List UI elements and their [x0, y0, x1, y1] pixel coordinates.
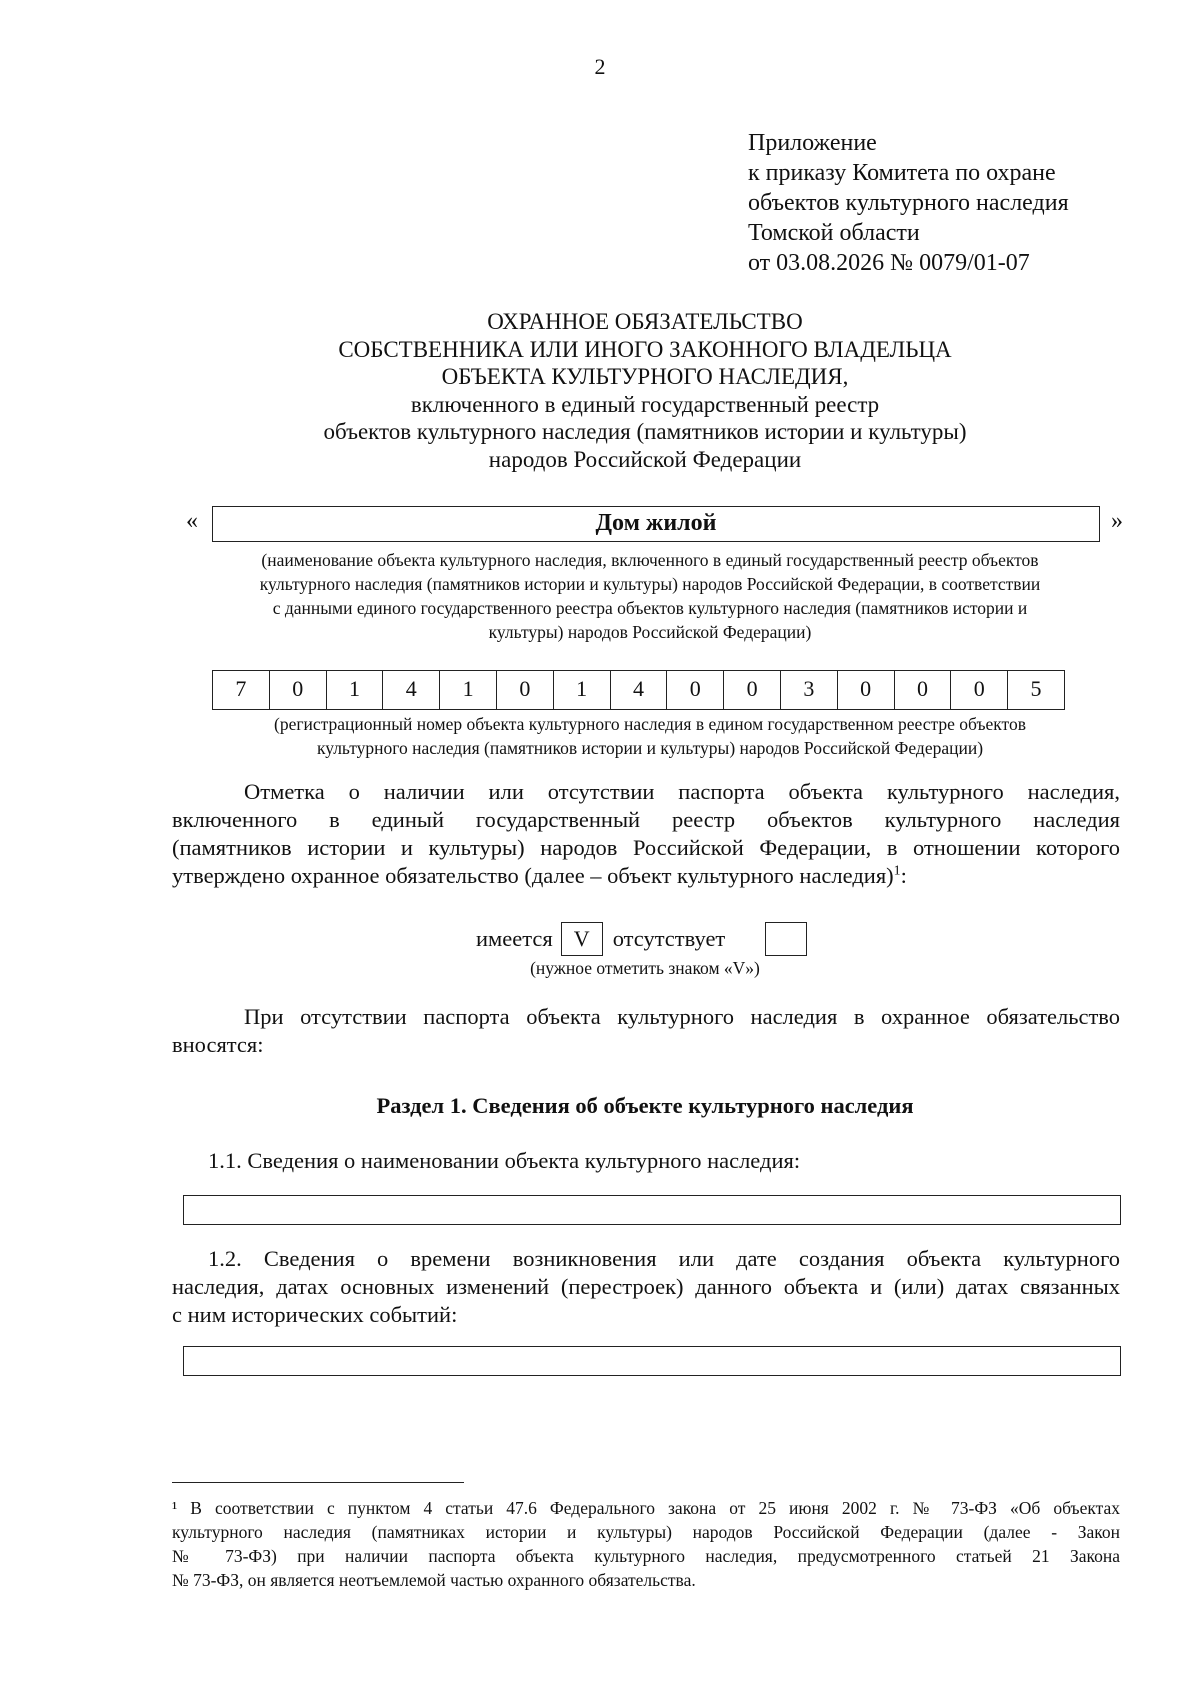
absence-paragraph	[172, 1003, 1120, 1059]
item-1-2-field[interactable]	[183, 1346, 1121, 1376]
passport-note-paragraph	[172, 778, 1120, 890]
footnote	[172, 1496, 1120, 1592]
presence-note: (нужное отметить знаком «V»)	[530, 958, 760, 978]
caption-line: культурного наследия (памятников истории и культуры) народов Российской Федерации, в соответствии	[259, 574, 1041, 594]
paragraph-line: (памятников истории и культуры) народов Российской Федерации, в отношении которого	[172, 835, 1120, 860]
registration-digit-cell[interactable]: 3	[781, 671, 838, 709]
registration-digit-cell[interactable]: 4	[383, 671, 440, 709]
paragraph-line	[172, 862, 1120, 890]
footnote-line: ¹ В соответствии с пунктом 4 статьи 47.6 Федерального закона от 25 июня 2002 г. № 73-ФЗ «Об объектах	[172, 1498, 1120, 1518]
caption-line: культурного наследия (памятников истории и культуры) народов Российской Федерации)	[316, 738, 984, 758]
paragraph-line: наследия, датах основных изменений (перестроек) данного объекта и (или) датах связанных	[172, 1274, 1120, 1299]
registration-digit-cell[interactable]: 1	[554, 671, 611, 709]
registration-digit-cell[interactable]: 0	[895, 671, 952, 709]
paragraph-line: вносятся:	[172, 1032, 264, 1057]
registration-digit-cell[interactable]: 0	[724, 671, 781, 709]
registration-digit-cell[interactable]: 4	[611, 671, 668, 709]
item-1-1-field[interactable]	[183, 1195, 1121, 1225]
appendix-header	[748, 128, 1069, 278]
passport-presence-row	[476, 922, 807, 956]
paragraph-line: включенного в единый государственный реестр объектов культурного наследия	[172, 807, 1120, 832]
paragraph-line: Отметка о наличии или отсутствии паспорта объекта культурного наследия,	[244, 779, 1120, 804]
registration-digit-cell[interactable]: 0	[667, 671, 724, 709]
document-title	[160, 308, 1130, 473]
appendix-line: Приложение	[748, 130, 877, 156]
registration-number-grid	[212, 670, 1065, 710]
registration-digit-cell[interactable]: 0	[270, 671, 327, 709]
title-line: включенного в единый государственный реестр	[410, 391, 880, 417]
item-1-1-text: 1.1. Сведения о наименовании объекта культурного наследия:	[208, 1148, 801, 1173]
caption-line: культуры) народов Российской Федерации)	[488, 622, 812, 642]
title-line: ОБЪЕКТА КУЛЬТУРНОГО НАСЛЕДИЯ,	[441, 364, 849, 389]
open-quote: «	[186, 508, 198, 534]
footnote-line: культурного наследия (памятниках истории и культуры) народов Российской Федерации (далее - Закон	[172, 1522, 1120, 1542]
paragraph-line: 1.2. Сведения о времени возникновения или дате создания объекта культурного	[208, 1246, 1120, 1271]
caption-line: (наименование объекта культурного наследия, включенного в единый государственный реестр объектов	[261, 550, 1039, 570]
close-quote: »	[1111, 508, 1123, 534]
section-1-heading: Раздел 1. Сведения об объекте культурного наследия	[376, 1093, 914, 1118]
title-line: СОБСТВЕННИКА ИЛИ ИНОГО ЗАКОННОГО ВЛАДЕЛЬЦА	[338, 336, 952, 362]
paragraph-line: При отсутствии паспорта объекта культурного наследия в охранное обязательство	[244, 1004, 1120, 1029]
footnote-line: № 73-ФЗ) при наличии паспорта объекта культурного наследия, предусмотренного статьей 21 Закона	[172, 1546, 1120, 1566]
present-checkbox[interactable]: V	[561, 922, 603, 956]
object-name-caption	[200, 548, 1100, 644]
caption-line: с данными единого государственного реестра объектов культурного наследия (памятников истории и	[272, 598, 1028, 618]
paragraph-line-text: утверждено охранное обязательство (далее – объект культурного наследия)	[172, 863, 894, 888]
page-number: 2	[594, 54, 606, 79]
caption-line: (регистрационный номер объекта культурного наследия в едином государственном реестре объектов	[274, 714, 1026, 734]
registration-digit-cell[interactable]: 5	[1008, 671, 1065, 709]
title-line: народов Российской Федерации	[488, 446, 802, 472]
item-1-2	[172, 1245, 1120, 1329]
appendix-line: к приказу Комитета по охране	[748, 160, 1056, 186]
registration-digit-cell[interactable]: 0	[838, 671, 895, 709]
absent-label: отсутствует	[612, 926, 726, 951]
object-name-field[interactable]: Дом жилой	[212, 506, 1100, 542]
footnote-reference[interactable]: 1	[893, 863, 901, 879]
absent-checkbox[interactable]	[765, 922, 807, 956]
present-label: имеется	[476, 926, 553, 951]
footnote-line: № 73-ФЗ, он является неотъемлемой частью охранного обязательства.	[172, 1570, 696, 1590]
registration-digit-cell[interactable]: 7	[213, 671, 270, 709]
appendix-line: от 03.08.2026 № 0079/01-07	[748, 250, 1030, 276]
item-1-1	[172, 1147, 1120, 1175]
registration-number-caption	[200, 712, 1100, 760]
title-line: объектов культурного наследия (памятников истории и культуры)	[323, 419, 967, 444]
paragraph-line: с ним исторических событий:	[172, 1302, 458, 1327]
registration-digit-cell[interactable]: 1	[327, 671, 384, 709]
registration-digit-cell[interactable]: 0	[951, 671, 1008, 709]
title-line: ОХРАННОЕ ОБЯЗАТЕЛЬСТВО	[487, 309, 803, 334]
registration-digit-cell[interactable]: 1	[440, 671, 497, 709]
registration-digit-cell[interactable]: 0	[497, 671, 554, 709]
appendix-line: Томской области	[748, 220, 920, 246]
appendix-line: объектов культурного наследия	[748, 190, 1069, 216]
footnote-divider	[172, 1482, 464, 1483]
colon: :	[900, 863, 907, 888]
